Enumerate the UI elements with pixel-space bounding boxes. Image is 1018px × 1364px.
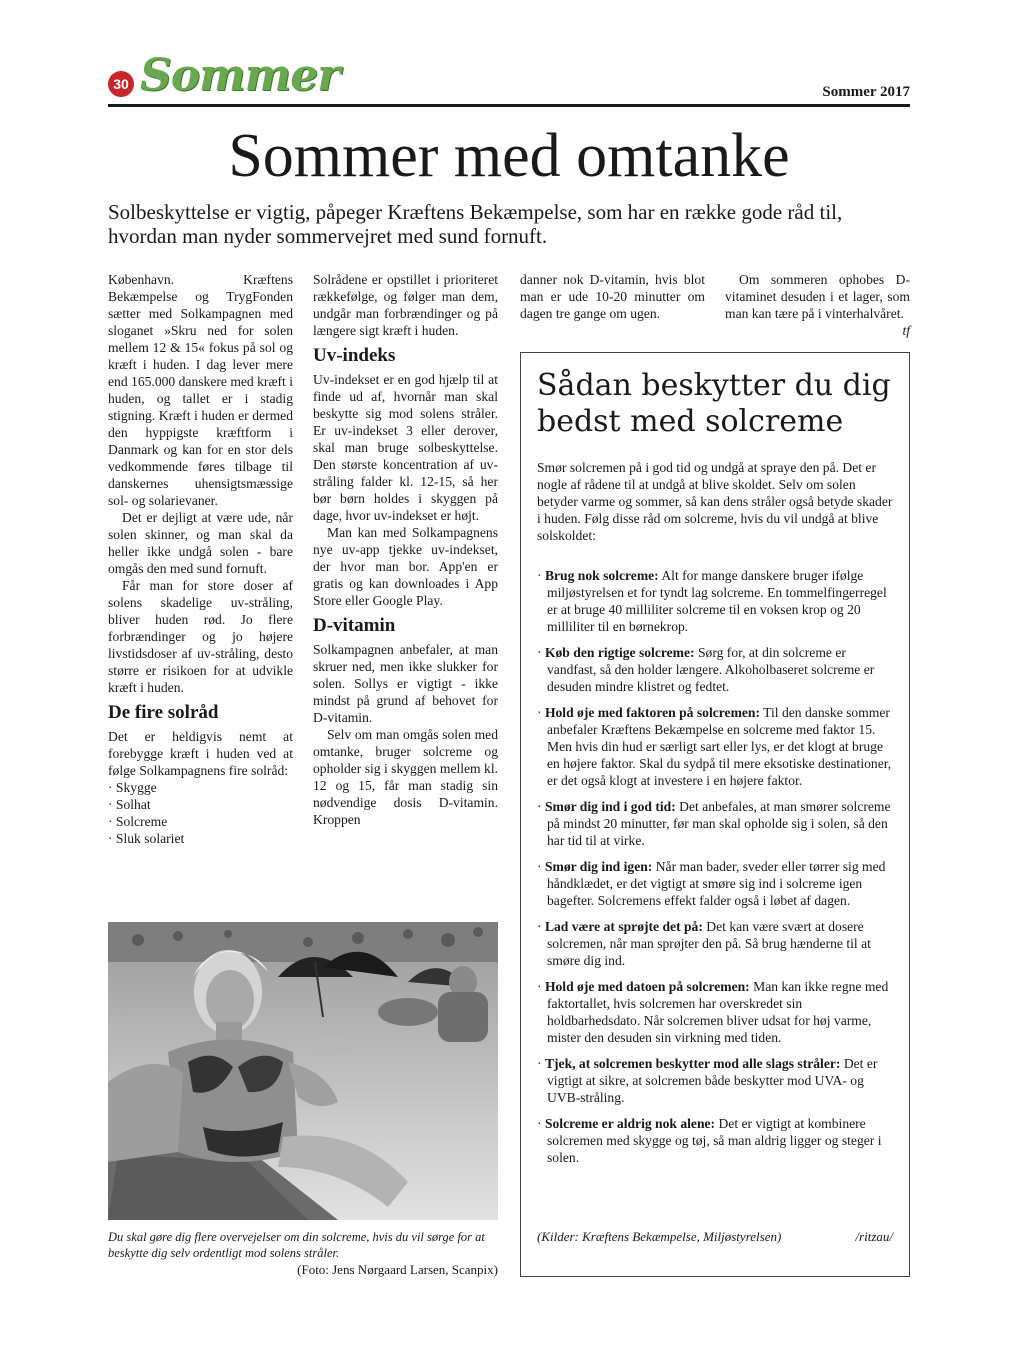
paragraph: Om sommeren ophobes D-vitaminet desuden i et lager, som man kan tære på i vinterhalvåret. [725,272,910,321]
tip-title: Tjek, at solcremen beskytter mod alle slags stråler: [544,1056,841,1071]
paragraph: København. Kræftens Bekæmpelse og TrygFonden sætter med Solkampagnen med sloganet »Skru ned for solen mellem 12 & 15« fokus på sol og kræft i huden. I dag lever mere end 165.000 danskere med kræft i huden, og tallet er i stadig stigning. Kræft i huden er dermed den hyppigste kræftform i Danmark og kan for en stor dels vedkommende føres tilbage til danskernes uhensigtsmæssige sol- og solarievaner. [108,272,293,508]
section-logo: Sommer [140,50,340,101]
list-item: · Sluk solariet [108,831,185,846]
tip-item: · Køb den rigtige solcreme: Sørg for, at din solcreme er vandfast, så den holder længere. Alkoholbaseret solcreme er desuden mindre klistret og fedtet. [537,645,875,694]
tip-item: · Hold øje med datoen på solcremen: Man kan ikke regne med faktortallet, hvis solcremen har overskredet sin holdbarhedsdato. Når solcremen bliver udsat for høj varme, mister den desuden sin virkning med tiden. [537,979,889,1045]
tip-item: · Smør dig ind igen: Når man bader, sveder eller tørrer sig med håndklædet, er det vigtigt at smøre sig ind i solcreme igen bagefter. Solcremens effekt falder også i løbet af dagen. [537,859,886,908]
paragraph: Selv om man omgås solen med omtanke, bruger solcreme og opholder sig i skyggen mellem kl. 12 og 15, får man stadig sin nødvendige dosis D-vitamin. Kroppen [313,727,499,827]
tip-item: · Lad være at sprøjte det på: Det kan være svært at dosere solcremen, når man sprøjter den på. Så brug hænderne til at smøre dig ind. [537,919,871,968]
beach-illustration [108,922,498,1220]
tip-title: Brug nok solcreme: [544,568,659,583]
tips-list [537,567,893,1175]
paragraph: Får man for store doser af solens skadelige uv-stråling, bliver huden rød. Jo flere forbrændinger og jo højere livstidsdoser af uv-stråling, desto større er risikoen for at udvikle kræft i huden. [108,578,293,695]
article-column-3 [520,271,705,322]
author-signature: tf [902,323,910,338]
paragraph: Uv-indekset er en god hjælp til at finde ud af, hvornår man skal beskytte sig mod solens stråler. Er uv-indekset 3 eller derover, skal man bruge solbeskyttelse. Den største koncentration af uv-stråling falder kl. 12-15, så her bør børn holdes i skyggen på dage, hvor uv-indekset er højt. [313,372,498,523]
paragraph: Det er dejligt at være ude, når solen skinner, og man skal da heller ikke undgå solen - bare omgås den med sund fornuft. [108,510,293,576]
subheading-d-vitamin: D-vitamin [313,615,396,636]
beach-photo [108,922,498,1220]
tip-item: · Tjek, at solcremen beskytter mod alle slags stråler: Det er vigtigt at sikre, at solcremen både beskytter mod UVA- og UVB-stråling. [537,1056,878,1105]
paragraph: Det er heldigvis nemt at forebygge kræft i huden ved at følge Solkampagnens fire solråd: [108,729,293,778]
header-rule [108,104,910,107]
paragraph: danner nok D-vitamin, hvis blot man er ude 10-20 minutter om dagen tre gange om ugen. [520,272,705,321]
article-column-1 [108,271,293,847]
headline: Sommer med omtanke [228,122,790,190]
paragraph: Solkampagnen anbefaler, at man skruer ned, men ikke slukker for solen. Sollys er vigtigt - ikke mindst på grund af behovet for D-vitamin. [313,642,498,725]
tip-item: · Smør dig ind i god tid: Det anbefales, at man smører solcreme på mindst 20 minutter, før man skal opholde sig i solen, så den har tid til at virke. [537,799,891,848]
tip-title: Lad være at sprøjte det på: [544,919,703,934]
list-item: · Solcreme [108,814,168,829]
tip-text: Til den danske sommer anbefaler Kræftens Bekæmpelse en solcreme med faktor 15. Men hvis din hud er særligt sart eller lys, er det klogt at bruge en højere faktor. Skal du sydpå til mere eksotiske destinationer, er det også klogt at investere i en højere faktor. [547,705,892,788]
tip-title: Smør dig ind i god tid: [544,799,676,814]
sources-text: (Kilder: Kræftens Bekæmpelse, Miljøstyrelsen) [537,1229,782,1244]
tip-item: · Brug nok solcreme: Alt for mange danskere bruger ifølge miljøstyrelsen et for tyndt lag solcreme. En tommelfingerregel er at bruge 40 milliliter solcreme til en voksen krop og 20 milliliter til en børnekrop. [537,568,887,634]
tip-text: Alt for mange danskere bruger ifølge miljøstyrelsen et for tyndt lag solcreme. En tommelfingerregel er at bruge 40 milliliter solcreme til en voksen krop og 20 milliliter til en børnekrop. [547,568,887,634]
box-sources [537,1229,893,1245]
subheading-solraad: De fire solråd [108,702,219,723]
tip-text: Når man bader, sveder eller tørrer sig med håndklædet, er det vigtigt at smøre sig ind i solcreme igen bagefter. Solcremens effekt falder også i løbet af dagen. [547,859,886,908]
box-title: Sådan beskytter du dig bedst med solcreme [537,368,891,439]
tip-item: · Hold øje med faktoren på solcremen: Til den danske sommer anbefaler Kræftens Bekæmpelse en solcreme med faktor 15. Men hvis din hud er særligt sart eller lys, er det klogt at bruge en højere faktor. Skal du sydpå til mere eksotiske destinationer, er det også klogt at investere i en højere faktor. [537,705,892,788]
tip-text: Sørg for, at din solcreme er vandfast, så den holder længere. Alkoholbaseret solcreme er desuden mindre klistret og fedtet. [547,645,875,694]
box-intro: Smør solcremen på i god tid og undgå at spraye den på. Det er nogle af rådene til at undgå at blive skoldet. Selv om solen betyder varme og sommer, så kan dens stråler også betyde skader i huden. Følg disse råd om solcreme, hvis du vil undgå at blive solskoldet: [537,460,893,543]
list-item: · Skygge [108,780,157,795]
tip-text: Det kan være svært at dosere solcremen, når man sprøjter den på. Så brug hænderne til at smøre dig ind. [547,919,871,968]
tip-title: Hold øje med faktoren på solcremen: [544,705,761,720]
subheading-uv-indeks: Uv-indeks [313,345,396,366]
page-number-badge: 30 [108,71,134,97]
tip-text: Man kan ikke regne med faktortallet, hvis solcremen har overskredet sin holdbarhedsdato. Når solcremen bliver udsat for høj varme, mister den desuden sin virkning med tiden. [547,979,889,1045]
article-column-2 [313,271,498,828]
list-item: · Solhat [108,797,151,812]
paragraph: Solrådene er opstillet i prioriteret rækkefølge, og følger man dem, undgår man forbrændinger og på længere sigt kræft i huden. [313,272,498,338]
issue-label: Sommer 2017 [822,84,910,100]
paragraph: Man kan med Solkampagnens nye uv-app tjekke uv-indekset, der hvor man bor. App'en er gratis og kan downloades i App Store eller Google Play. [313,525,498,608]
tip-text: Det er vigtigt at kombinere solcremen med skygge og tøj, så man aldrig ligger og steger i solen. [547,1116,882,1165]
tip-text: Det anbefales, at man smører solcreme på mindst 20 minutter, før man skal opholde sig i solen, så den har tid til at virke. [547,799,891,848]
tip-item: · Solcreme er aldrig nok alene: Det er vigtigt at kombinere solcremen med skygge og tøj, så man aldrig ligger og steger i solen. [537,1116,882,1165]
photo-credit: (Foto: Jens Nørgaard Larsen, Scanpix) [297,1262,498,1277]
tip-text: Det er vigtigt at sikre, at solcremen både beskytter mod UVA- og UVB-stråling. [547,1056,878,1105]
tip-title: Hold øje med datoen på solcremen: [544,979,750,994]
article-column-4 [725,271,910,339]
tip-title: Solcreme er aldrig nok alene: [544,1116,716,1131]
tip-title: Køb den rigtige solcreme: [544,645,695,660]
lead-paragraph: Solbeskyttelse er vigtig, påpeger Kræftens Bekæmpelse, som har en række gode råd til, hvordan man nyder sommervejret med sund fornuft. [108,200,843,248]
agency-credit: /ritzau/ [855,1229,893,1244]
tip-title: Smør dig ind igen: [544,859,653,874]
photo-caption: Du skal gøre dig flere overvejelser om din solcreme, hvis du vil sørge for at beskytte dig selv ordentligt mod solens stråler. [108,1230,485,1260]
